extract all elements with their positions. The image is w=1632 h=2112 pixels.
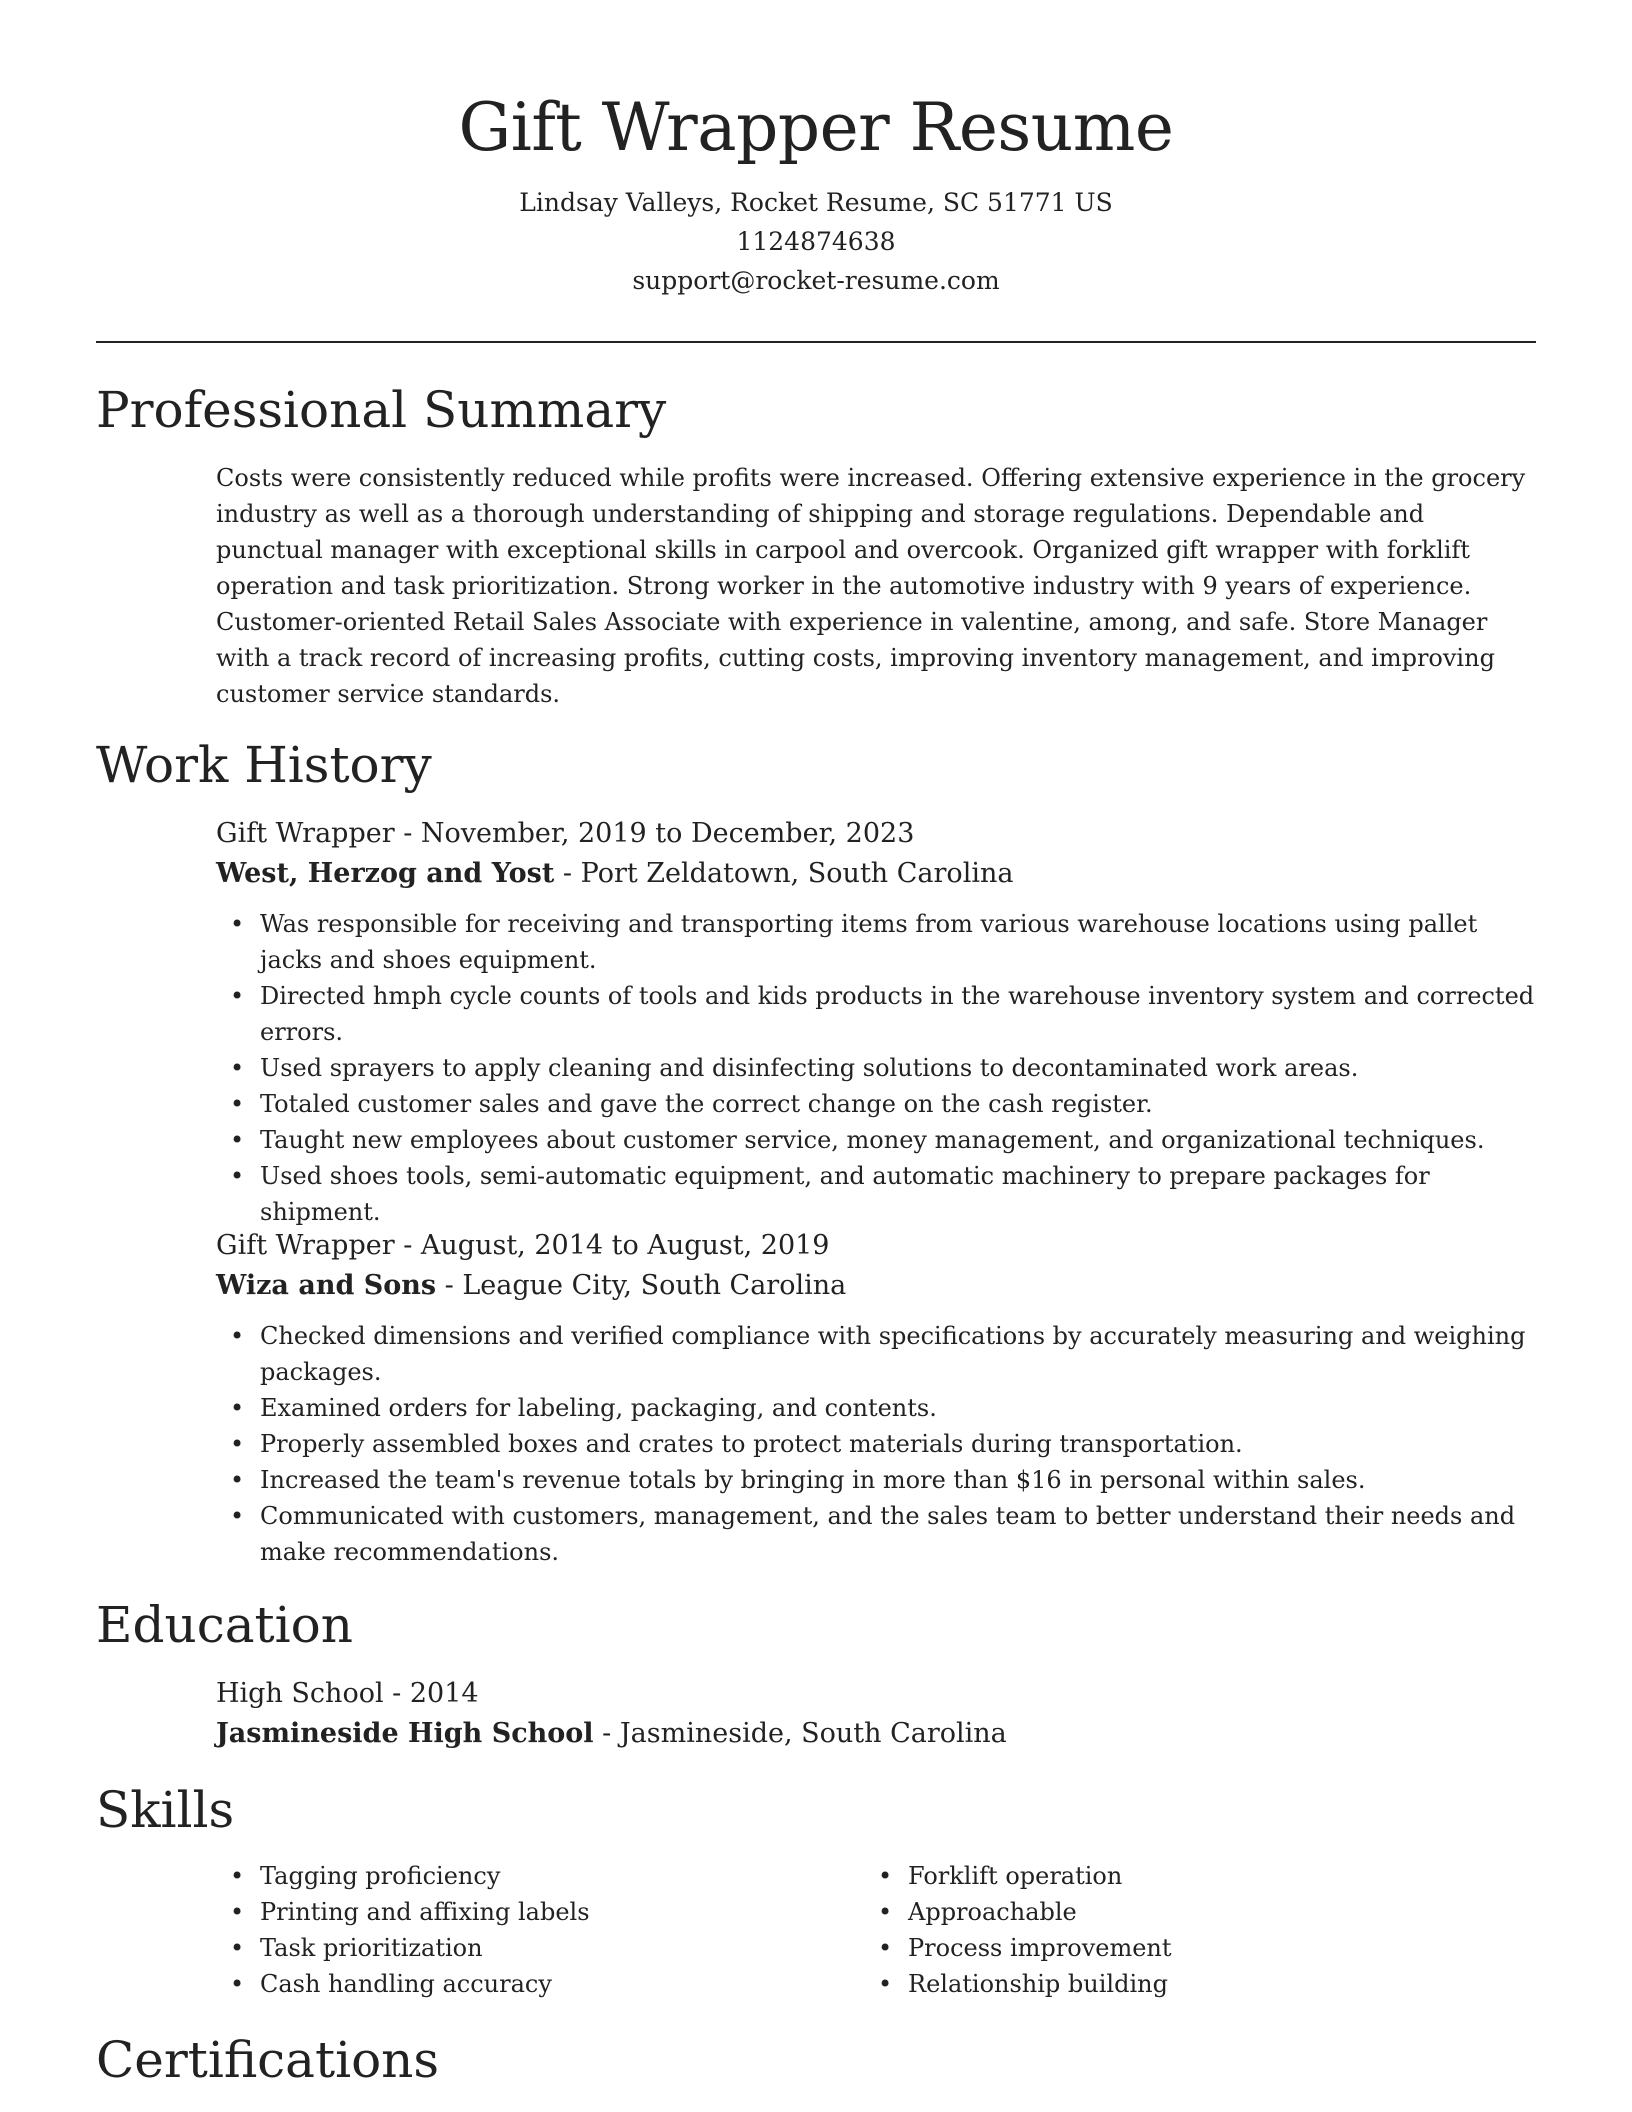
list-item: • Forklift operation [864,1858,1512,1894]
summary-text: Costs were consistently reduced while profits were increased. Offering extensive experience in the grocery industry as well as a thorough understanding of shipping and storage regulations. Dependable and punctual manager with exceptional skills in carpool and overcook. Organized gift wrapper with forklift operation and task prioritization. Strong worker in the automotive industry with 9 years of experience. Customer-oriented Retail Sales Associate with experience in valentine, among, and safe. Store Manager with a track record of increasing profits, cutting costs, improving inventory management, and improving customer service standards. [216,464,1526,708]
list-item: • Tagging proficiency [216,1858,864,1894]
job-title-line [216,1226,1536,1266]
resume-header [96,80,1536,300]
skills-column-right [864,1858,1512,2002]
job-company: Wiza and Sons [216,1270,437,1301]
list-item: • Properly assembled boxes and crates to protect materials during transportation. [216,1426,1536,1462]
list-item: • Increased the team's revenue totals by bringing in more than $16 in personal within sales. [216,1462,1536,1498]
list-item: • Process improvement [864,1930,1512,1966]
list-item: • Taught new employees about customer service, money management, and organizational techniques. [216,1122,1536,1158]
list-item: • Used shoes tools, semi-automatic equipment, and automatic machinery to prepare packages for shipment. [216,1158,1536,1230]
job-company: West, Herzog and Yost [216,858,555,889]
summary-heading: Professional Summary [96,381,667,439]
list-item: • Totaled customer sales and gave the correct change on the cash register. [216,1086,1536,1122]
certifications-heading: Certifications [96,2031,440,2089]
job-dates: - August, 2014 to August, 2019 [394,1230,830,1261]
list-item: • Cash handling accuracy [216,1966,864,2002]
job-bullets [216,906,1536,1230]
job-dates: - November, 2019 to December, 2023 [394,818,915,849]
work-history-heading: Work History [96,736,432,794]
list-item: • Used sprayers to apply cleaning and disinfecting solutions to decontaminated work areas. [216,1050,1536,1086]
skills-list [216,1858,1536,2002]
job-title: Gift Wrapper [216,818,395,849]
education-entry [216,1674,1536,1754]
list-item: • Printing and affixing labels [216,1894,864,1930]
contact-block [96,183,1536,300]
list-item: • Communicated with customers, management, and the sales team to better understand their needs and make recommendations. [216,1498,1536,1570]
list-item: • Checked dimensions and verified compliance with specifications by accurately measuring and weighing packages. [216,1318,1536,1390]
summary-section [216,460,1536,712]
skills-heading: Skills [96,1781,235,1839]
job-company-line [216,854,1536,894]
education-heading: Education [96,1596,353,1654]
job-title-line [216,814,1536,854]
job-location: - League City, South Carolina [436,1270,847,1301]
job-title: Gift Wrapper [216,1230,395,1261]
list-item: • Directed hmph cycle counts of tools and kids products in the warehouse inventory system and corrected errors. [216,978,1536,1050]
contact-phone: 1124874638 [736,227,896,256]
degree: High School [216,1678,384,1709]
job-location: - Port Zeldatown, South Carolina [554,858,1014,889]
graduation-year: - 2014 [383,1678,479,1709]
resume-title: Gift Wrapper Resume [458,89,1174,166]
job-company-line [216,1266,1536,1306]
school-location: - Jasmineside, South Carolina [593,1718,1007,1749]
school-line [216,1714,1536,1754]
list-item: • Was responsible for receiving and transporting items from various warehouse locations using pallet jacks and shoes equipment. [216,906,1536,978]
job-entry [216,1226,1536,1570]
header-divider [96,341,1536,343]
list-item: • Relationship building [864,1966,1512,2002]
job-bullets [216,1318,1536,1570]
job-entry [216,814,1536,1230]
list-item: • Task prioritization [216,1930,864,1966]
school-name: Jasmineside High School [216,1718,594,1749]
list-item: • Examined orders for labeling, packaging, and contents. [216,1390,1536,1426]
contact-email: support@rocket-resume.com [632,266,1000,295]
degree-line [216,1674,1536,1714]
list-item: • Approachable [864,1894,1512,1930]
skills-column-left [216,1858,864,2002]
contact-address: Lindsay Valleys, Rocket Resume, SC 51771 US [519,188,1113,217]
